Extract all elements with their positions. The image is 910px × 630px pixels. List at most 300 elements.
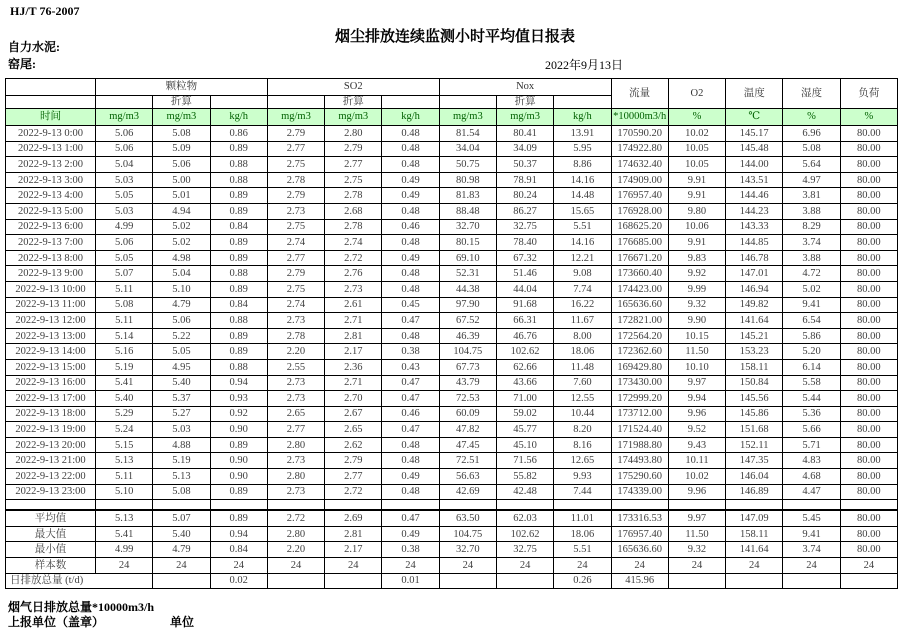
value-cell: 80.00 (840, 313, 897, 329)
summary-value-cell: 24 (554, 558, 611, 574)
value-cell: 144.23 (726, 203, 783, 219)
value-cell: 5.29 (96, 406, 153, 422)
value-cell: 12.55 (554, 391, 611, 407)
value-cell: 34.04 (439, 141, 496, 157)
value-cell: 5.06 (153, 157, 210, 173)
value-cell: 0.86 (210, 126, 267, 142)
value-cell: 7.60 (554, 375, 611, 391)
value-cell: 81.54 (439, 126, 496, 142)
value-cell: 5.05 (96, 250, 153, 266)
value-cell: 47.82 (439, 422, 496, 438)
value-cell: 175290.60 (611, 469, 668, 485)
value-cell: 0.89 (210, 203, 267, 219)
value-cell: 0.48 (382, 281, 439, 297)
unit-cell: mg/m3 (325, 109, 382, 126)
summary-value-cell: 32.75 (496, 542, 553, 558)
value-cell: 7.44 (554, 484, 611, 500)
value-cell: 2.77 (267, 422, 324, 438)
time-cell: 2022-9-13 20:00 (6, 437, 96, 453)
value-cell: 43.66 (496, 375, 553, 391)
hour-row (6, 266, 898, 282)
value-cell: 55.82 (496, 469, 553, 485)
summary-value-cell: 176957.40 (611, 526, 668, 542)
value-cell: 0.89 (210, 188, 267, 204)
value-cell: 8.86 (554, 157, 611, 173)
value-cell: 9.99 (668, 281, 725, 297)
empty-cell (6, 500, 96, 511)
value-cell: 2.75 (267, 219, 324, 235)
value-cell: 144.00 (726, 157, 783, 173)
value-cell: 80.41 (496, 126, 553, 142)
value-cell: 2.74 (267, 235, 324, 251)
subheader-converted-so2: 折算 (325, 96, 382, 109)
value-cell: 5.14 (96, 328, 153, 344)
summary-value-cell: 158.11 (726, 526, 783, 542)
value-cell: 5.02 (783, 281, 840, 297)
value-cell: 149.82 (726, 297, 783, 313)
value-cell: 9.97 (668, 375, 725, 391)
value-cell: 9.96 (668, 406, 725, 422)
value-cell: 50.37 (496, 157, 553, 173)
value-cell: 0.48 (382, 141, 439, 157)
value-cell: 5.06 (96, 141, 153, 157)
summary-label-cell: 最大值 (6, 526, 96, 542)
value-cell: 44.38 (439, 281, 496, 297)
summary-value-cell: 0.47 (382, 510, 439, 526)
value-cell: 5.71 (783, 437, 840, 453)
summary-value-cell: 141.64 (726, 542, 783, 558)
value-cell: 80.98 (439, 172, 496, 188)
value-cell: 5.08 (153, 484, 210, 500)
subheader-converted-nox: 折算 (496, 96, 553, 109)
value-cell: 2.79 (267, 126, 324, 142)
value-cell: 0.48 (382, 203, 439, 219)
unit-cell: mg/m3 (96, 109, 153, 126)
value-cell: 88.48 (439, 203, 496, 219)
value-cell: 9.92 (668, 266, 725, 282)
report-title: 烟尘排放连续监测小时平均值日报表 (334, 29, 575, 45)
value-cell: 150.84 (726, 375, 783, 391)
value-cell: 2.78 (325, 188, 382, 204)
value-cell: 4.95 (153, 359, 210, 375)
summary-value-cell: 2.80 (267, 526, 324, 542)
empty-cell (153, 500, 210, 511)
value-cell: 2.72 (325, 250, 382, 266)
value-cell: 176928.00 (611, 203, 668, 219)
value-cell: 5.58 (783, 375, 840, 391)
value-cell: 14.16 (554, 235, 611, 251)
value-cell: 10.10 (668, 359, 725, 375)
value-cell: 172564.20 (611, 328, 668, 344)
value-cell: 5.86 (783, 328, 840, 344)
value-cell: 7.74 (554, 281, 611, 297)
value-cell: 97.90 (439, 297, 496, 313)
value-cell: 0.46 (382, 406, 439, 422)
empty-cell (554, 500, 611, 511)
value-cell: 174922.80 (611, 141, 668, 157)
value-cell: 5.24 (96, 422, 153, 438)
value-cell: 46.76 (496, 328, 553, 344)
value-cell: 147.35 (726, 453, 783, 469)
value-cell: 80.00 (840, 188, 897, 204)
value-cell: 0.49 (382, 250, 439, 266)
value-cell: 2.80 (267, 437, 324, 453)
summary-value-cell: 24 (668, 558, 725, 574)
value-cell: 5.19 (153, 453, 210, 469)
value-cell: 0.89 (210, 437, 267, 453)
hour-row (6, 391, 898, 407)
unit-cell: mg/m3 (496, 109, 553, 126)
value-cell: 174632.40 (611, 157, 668, 173)
value-cell: 8.00 (554, 328, 611, 344)
daily-gas-total-note: 烟气日排放总量*10000m3/h (8, 600, 155, 614)
hour-row (6, 484, 898, 500)
unit-cell: *10000m3/h (611, 109, 668, 126)
value-cell: 2.80 (267, 469, 324, 485)
hour-row (6, 313, 898, 329)
hour-row (6, 219, 898, 235)
summary-row (6, 526, 898, 542)
empty-cell (382, 96, 439, 109)
time-cell: 2022-9-13 9:00 (6, 266, 96, 282)
value-cell: 169429.80 (611, 359, 668, 375)
time-cell: 2022-9-13 16:00 (6, 375, 96, 391)
hour-row (6, 157, 898, 173)
value-cell: 4.97 (783, 172, 840, 188)
value-cell: 34.09 (496, 141, 553, 157)
value-cell: 62.66 (496, 359, 553, 375)
daily-total-value-cell (668, 573, 725, 589)
empty-cell (6, 96, 96, 109)
value-cell: 145.48 (726, 141, 783, 157)
value-cell: 0.89 (210, 484, 267, 500)
value-cell: 0.89 (210, 235, 267, 251)
value-cell: 176671.20 (611, 250, 668, 266)
value-cell: 69.10 (439, 250, 496, 266)
value-cell: 9.91 (668, 188, 725, 204)
summary-value-cell: 11.01 (554, 510, 611, 526)
value-cell: 146.89 (726, 484, 783, 500)
value-cell: 6.96 (783, 126, 840, 142)
value-cell: 2.78 (267, 172, 324, 188)
hour-row (6, 297, 898, 313)
value-cell: 32.75 (496, 219, 553, 235)
value-cell: 0.48 (382, 126, 439, 142)
value-cell: 80.00 (840, 219, 897, 235)
summary-row (6, 558, 898, 574)
value-cell: 71.00 (496, 391, 553, 407)
value-cell: 5.11 (96, 313, 153, 329)
value-cell: 14.16 (554, 172, 611, 188)
value-cell: 5.05 (96, 188, 153, 204)
units-row (6, 109, 898, 126)
value-cell: 5.22 (153, 328, 210, 344)
value-cell: 0.48 (382, 453, 439, 469)
monitor-location: 窑尾: (8, 57, 36, 71)
unit-cell: % (783, 109, 840, 126)
time-cell: 2022-9-13 21:00 (6, 453, 96, 469)
value-cell: 9.93 (554, 469, 611, 485)
value-cell: 146.78 (726, 250, 783, 266)
value-cell: 0.43 (382, 359, 439, 375)
hour-row (6, 422, 898, 438)
value-cell: 72.53 (439, 391, 496, 407)
value-cell: 2.71 (325, 375, 382, 391)
value-cell: 0.48 (382, 484, 439, 500)
value-cell: 10.11 (668, 453, 725, 469)
value-cell: 16.22 (554, 297, 611, 313)
value-cell: 5.40 (96, 391, 153, 407)
value-cell: 80.00 (840, 406, 897, 422)
hour-row (6, 203, 898, 219)
time-cell: 2022-9-13 11:00 (6, 297, 96, 313)
group-header-particulate: 颗粒物 (96, 79, 268, 96)
summary-value-cell: 80.00 (840, 510, 897, 526)
value-cell: 8.16 (554, 437, 611, 453)
value-cell: 4.88 (153, 437, 210, 453)
value-cell: 67.32 (496, 250, 553, 266)
value-cell: 0.47 (382, 422, 439, 438)
value-cell: 80.00 (840, 391, 897, 407)
value-cell: 2.78 (325, 219, 382, 235)
unit-cell: kg/h (382, 109, 439, 126)
value-cell: 173430.00 (611, 375, 668, 391)
value-cell: 50.75 (439, 157, 496, 173)
company-name: 自力水泥: (8, 40, 60, 54)
value-cell: 5.10 (153, 281, 210, 297)
summary-label-cell: 样本数 (6, 558, 96, 574)
value-cell: 5.09 (153, 141, 210, 157)
value-cell: 171988.80 (611, 437, 668, 453)
hour-row (6, 172, 898, 188)
value-cell: 5.06 (96, 126, 153, 142)
hour-row (6, 141, 898, 157)
summary-value-cell: 2.81 (325, 526, 382, 542)
value-cell: 5.08 (96, 297, 153, 313)
summary-row (6, 510, 898, 526)
summary-value-cell: 18.06 (554, 526, 611, 542)
value-cell: 5.19 (96, 359, 153, 375)
value-cell: 2.62 (325, 437, 382, 453)
value-cell: 104.75 (439, 344, 496, 360)
daily-total-row (6, 573, 898, 589)
summary-value-cell: 147.09 (726, 510, 783, 526)
value-cell: 0.89 (210, 328, 267, 344)
value-cell: 80.00 (840, 328, 897, 344)
value-cell: 174493.80 (611, 453, 668, 469)
value-cell: 80.00 (840, 157, 897, 173)
value-cell: 2.36 (325, 359, 382, 375)
value-cell: 80.00 (840, 484, 897, 500)
value-cell: 2.77 (267, 141, 324, 157)
value-cell: 80.00 (840, 297, 897, 313)
value-cell: 9.83 (668, 250, 725, 266)
value-cell: 10.15 (668, 328, 725, 344)
daily-total-value-cell (267, 573, 324, 589)
daily-total-value-cell (840, 573, 897, 589)
summary-label-cell: 最小值 (6, 542, 96, 558)
empty-cell (496, 500, 553, 511)
value-cell: 18.06 (554, 344, 611, 360)
value-cell: 2.75 (267, 157, 324, 173)
value-cell: 56.63 (439, 469, 496, 485)
value-cell: 60.09 (439, 406, 496, 422)
summary-label-cell: 平均值 (6, 510, 96, 526)
value-cell: 80.00 (840, 172, 897, 188)
value-cell: 172362.60 (611, 344, 668, 360)
value-cell: 2.65 (267, 406, 324, 422)
value-cell: 80.00 (840, 281, 897, 297)
value-cell: 9.08 (554, 266, 611, 282)
value-cell: 9.43 (668, 437, 725, 453)
value-cell: 165636.60 (611, 297, 668, 313)
value-cell: 174423.00 (611, 281, 668, 297)
value-cell: 176957.40 (611, 188, 668, 204)
value-cell: 2.67 (325, 406, 382, 422)
summary-value-cell: 0.49 (382, 526, 439, 542)
value-cell: 5.11 (96, 281, 153, 297)
unit-cell: mg/m3 (153, 109, 210, 126)
value-cell: 171524.40 (611, 422, 668, 438)
summary-value-cell: 63.50 (439, 510, 496, 526)
summary-value-cell: 5.45 (783, 510, 840, 526)
hour-row (6, 344, 898, 360)
empty-cell (267, 96, 324, 109)
value-cell: 59.02 (496, 406, 553, 422)
summary-value-cell: 104.75 (439, 526, 496, 542)
value-cell: 2.73 (267, 484, 324, 500)
value-cell: 11.67 (554, 313, 611, 329)
time-cell: 2022-9-13 8:00 (6, 250, 96, 266)
value-cell: 4.72 (783, 266, 840, 282)
value-cell: 0.88 (210, 266, 267, 282)
summary-value-cell: 5.13 (96, 510, 153, 526)
value-cell: 168625.20 (611, 219, 668, 235)
value-cell: 0.84 (210, 297, 267, 313)
value-cell: 2.17 (325, 344, 382, 360)
value-cell: 32.70 (439, 219, 496, 235)
empty-cell (96, 500, 153, 511)
daily-total-label: 日排放总量 (t/d) (6, 573, 153, 589)
value-cell: 5.36 (783, 406, 840, 422)
time-cell: 2022-9-13 18:00 (6, 406, 96, 422)
value-cell: 172821.00 (611, 313, 668, 329)
value-cell: 2.74 (267, 297, 324, 313)
value-cell: 2.70 (325, 391, 382, 407)
value-cell: 47.45 (439, 437, 496, 453)
value-cell: 5.08 (783, 141, 840, 157)
value-cell: 2.80 (325, 126, 382, 142)
value-cell: 2.77 (325, 469, 382, 485)
value-cell: 2.73 (267, 391, 324, 407)
hour-row (6, 453, 898, 469)
empty-cell (210, 500, 267, 511)
daily-total-value-cell (325, 573, 382, 589)
value-cell: 42.69 (439, 484, 496, 500)
value-cell: 0.48 (382, 157, 439, 173)
value-cell: 5.44 (783, 391, 840, 407)
summary-value-cell: 0.84 (210, 542, 267, 558)
value-cell: 9.91 (668, 172, 725, 188)
value-cell: 80.00 (840, 453, 897, 469)
value-cell: 44.04 (496, 281, 553, 297)
value-cell: 0.49 (382, 469, 439, 485)
spacer-row (6, 500, 898, 511)
value-cell: 0.93 (210, 391, 267, 407)
summary-value-cell: 0.94 (210, 526, 267, 542)
value-cell: 5.05 (153, 344, 210, 360)
summary-value-cell: 9.41 (783, 526, 840, 542)
value-cell: 80.00 (840, 359, 897, 375)
value-cell: 152.11 (726, 437, 783, 453)
time-cell: 2022-9-13 17:00 (6, 391, 96, 407)
unit-cell: mg/m3 (439, 109, 496, 126)
value-cell: 2.73 (267, 203, 324, 219)
value-cell: 5.40 (153, 375, 210, 391)
value-cell: 80.00 (840, 126, 897, 142)
value-cell: 4.68 (783, 469, 840, 485)
value-cell: 42.48 (496, 484, 553, 500)
value-cell: 5.16 (96, 344, 153, 360)
value-cell: 72.51 (439, 453, 496, 469)
value-cell: 4.79 (153, 297, 210, 313)
value-cell: 0.48 (382, 266, 439, 282)
value-cell: 86.27 (496, 203, 553, 219)
time-cell: 2022-9-13 15:00 (6, 359, 96, 375)
time-cell: 2022-9-13 1:00 (6, 141, 96, 157)
value-cell: 173712.00 (611, 406, 668, 422)
value-cell: 5.64 (783, 157, 840, 173)
summary-value-cell: 24 (210, 558, 267, 574)
hour-row (6, 359, 898, 375)
time-cell: 2022-9-13 4:00 (6, 188, 96, 204)
hour-row (6, 250, 898, 266)
daily-total-value-cell (783, 573, 840, 589)
value-cell: 71.56 (496, 453, 553, 469)
standard-code: HJ/T 76-2007 (10, 4, 80, 18)
value-cell: 5.06 (153, 313, 210, 329)
value-cell: 13.91 (554, 126, 611, 142)
value-cell: 2.79 (325, 141, 382, 157)
value-cell: 0.89 (210, 250, 267, 266)
value-cell: 144.85 (726, 235, 783, 251)
corner-cell (6, 79, 96, 96)
value-cell: 5.04 (96, 157, 153, 173)
value-cell: 5.66 (783, 422, 840, 438)
value-cell: 2.71 (325, 313, 382, 329)
value-cell: 80.00 (840, 437, 897, 453)
col-header-flow: 流量 (611, 79, 668, 109)
value-cell: 5.10 (96, 484, 153, 500)
value-cell: 80.00 (840, 344, 897, 360)
time-column-header: 时间 (6, 109, 96, 126)
value-cell: 5.07 (96, 266, 153, 282)
value-cell: 5.03 (96, 203, 153, 219)
value-cell: 3.74 (783, 235, 840, 251)
value-cell: 5.01 (153, 188, 210, 204)
value-cell: 2.74 (325, 235, 382, 251)
empty-cell (840, 500, 897, 511)
summary-value-cell: 24 (783, 558, 840, 574)
empty-cell (611, 500, 668, 511)
value-cell: 145.56 (726, 391, 783, 407)
value-cell: 8.20 (554, 422, 611, 438)
value-cell: 9.96 (668, 484, 725, 500)
summary-value-cell: 3.74 (783, 542, 840, 558)
value-cell: 80.00 (840, 422, 897, 438)
col-header-humidity: 湿度 (783, 79, 840, 109)
value-cell: 80.00 (840, 375, 897, 391)
